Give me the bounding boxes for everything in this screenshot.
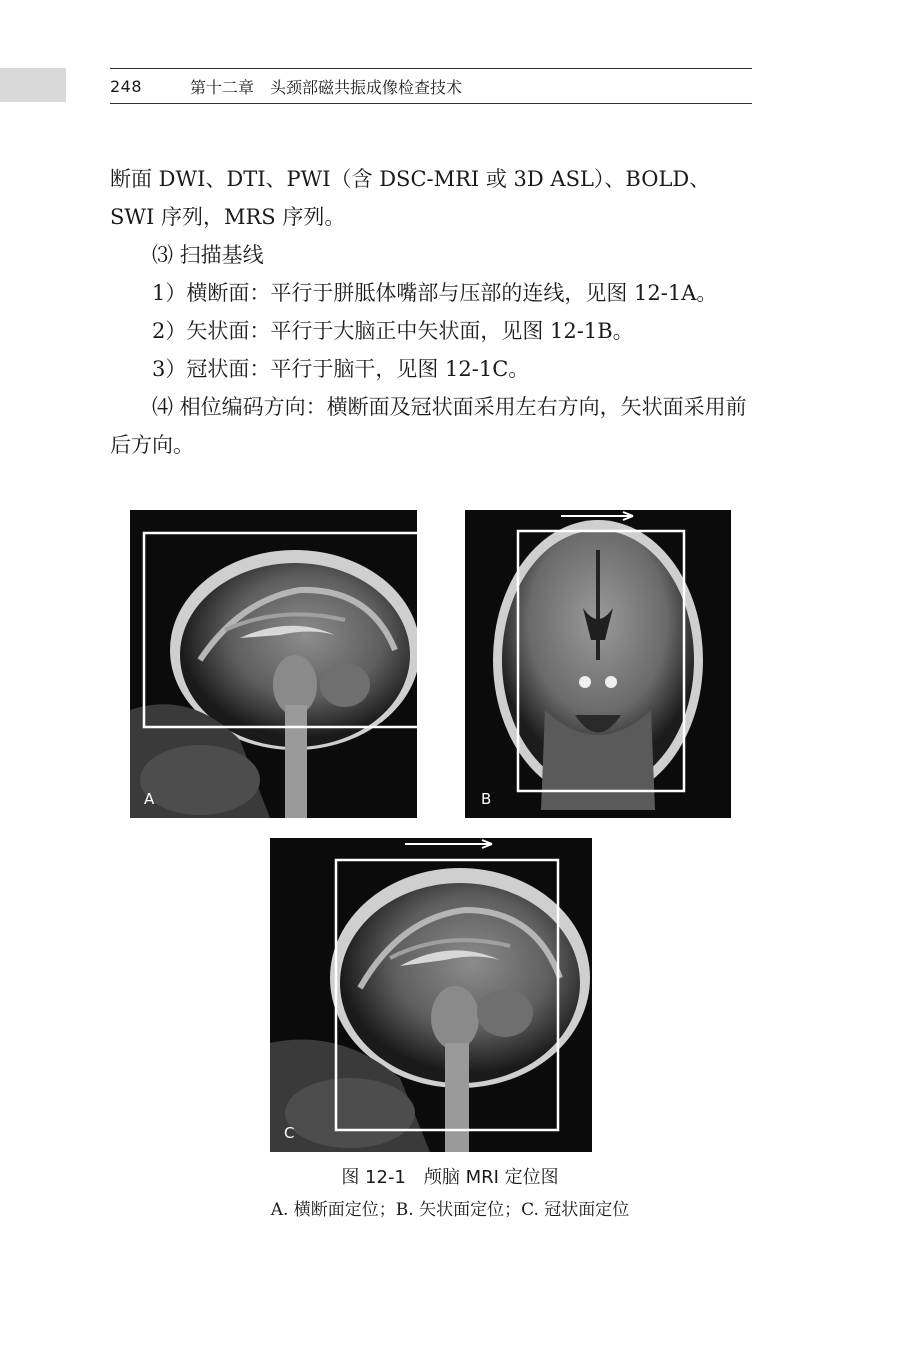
mri-panel-c xyxy=(270,838,592,1152)
panel-label-c: C xyxy=(284,1124,295,1142)
paragraph-coronal: 3）冠状面：平行于脑干，见图 12-1C。 xyxy=(152,357,530,381)
figure-caption-title: 图 12-1 颅脑 MRI 定位图 xyxy=(341,1167,559,1188)
sagittal-mri-image-c xyxy=(270,838,592,1152)
mri-panel-a xyxy=(130,510,417,818)
paragraph-phase-encoding: ⑷ 相位编码方向：横断面及冠状面采用左右方向，矢状面采用前后方向。 xyxy=(110,395,747,457)
page-number: 248 xyxy=(110,76,143,96)
panel-label-b: B xyxy=(481,790,492,808)
body-text xyxy=(110,160,752,464)
paragraph-sequences: 断面 DWI、DTI、PWI（含 DSC-MRI 或 3D ASL）、BOLD、SWI 序列，MRS 序列。 xyxy=(110,167,711,229)
paragraph-scan-baseline-heading: ⑶ 扫描基线 xyxy=(152,243,264,267)
mri-panel-b xyxy=(465,510,731,818)
coronal-mri-image-b xyxy=(465,510,731,818)
side-thumb-tab xyxy=(0,68,66,102)
paragraph-sagittal: 2）矢状面：平行于大脑正中矢状面，见图 12-1B。 xyxy=(152,319,634,343)
panel-label-a: A xyxy=(144,790,155,808)
sagittal-mri-image-a xyxy=(130,510,417,818)
paragraph-axial: 1）横断面：平行于胼胝体嘴部与压部的连线，见图 12-1A。 xyxy=(152,281,718,305)
running-header xyxy=(110,68,752,104)
chapter-title: 第十二章 头颈部磁共振成像检查技术 xyxy=(190,77,463,97)
figure-caption-subtitle: A. 横断面定位；B. 矢状面定位；C. 冠状面定位 xyxy=(270,1200,630,1220)
